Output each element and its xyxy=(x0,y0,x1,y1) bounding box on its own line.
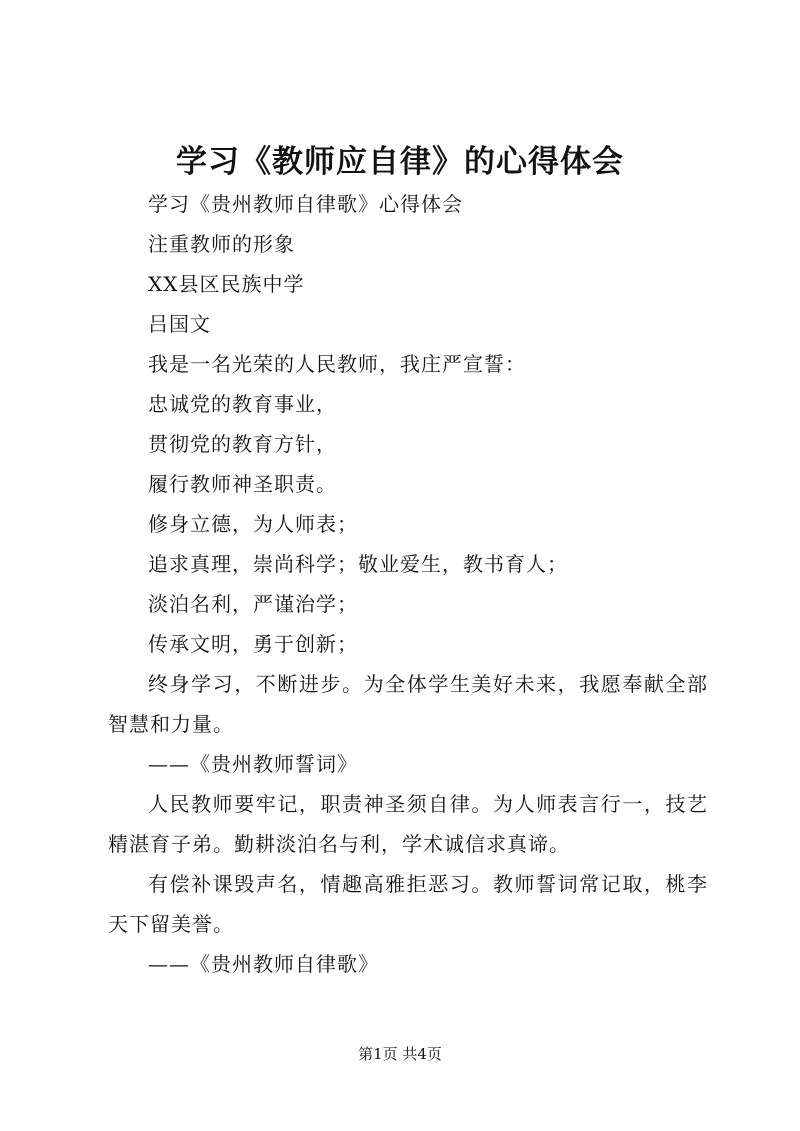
paragraph: 终身学习，不断进步。为全体学生美好未来，我愿奉献全部智慧和力量。 xyxy=(108,672,708,736)
page-number-footer: 第1页 共4页 xyxy=(358,1045,442,1063)
paragraph: XX县区民族中学 xyxy=(148,272,305,296)
paragraph: 人民教师要牢记，职责神圣须自律。为人师表言行一，技艺精湛育子弟。勤耕淡泊名与利，学术诚信求真谛。 xyxy=(108,792,708,856)
paragraph: 学习《贵州教师自律歌》心得体会 xyxy=(148,192,463,216)
paragraph: ——《贵州教师誓词》 xyxy=(148,752,358,776)
paragraph: 履行教师神圣职责。 xyxy=(148,472,337,496)
paragraph: 有偿补课毁声名，情趣高雅拒恶习。教师誓词常记取，桃李天下留美誉。 xyxy=(108,872,708,936)
document-title: 学习《教师应自律》的心得体会 xyxy=(176,144,624,180)
paragraph: 我是一名光荣的人民教师，我庄严宣誓： xyxy=(148,352,526,376)
paragraph: 注重教师的形象 xyxy=(148,232,295,256)
document-body xyxy=(108,184,708,984)
paragraph: 吕国文 xyxy=(148,312,211,336)
paragraph: 传承文明，勇于创新； xyxy=(148,632,358,656)
paragraph: 忠诚党的教育事业， xyxy=(148,392,337,416)
paragraph: 修身立德，为人师表； xyxy=(148,512,358,536)
paragraph: ——《贵州教师自律歌》 xyxy=(148,952,379,976)
paragraph: 追求真理，崇尚科学；敬业爱生，教书育人； xyxy=(148,552,568,576)
paragraph: 淡泊名利，严谨治学； xyxy=(148,592,358,616)
paragraph: 贯彻党的教育方针， xyxy=(148,432,337,456)
